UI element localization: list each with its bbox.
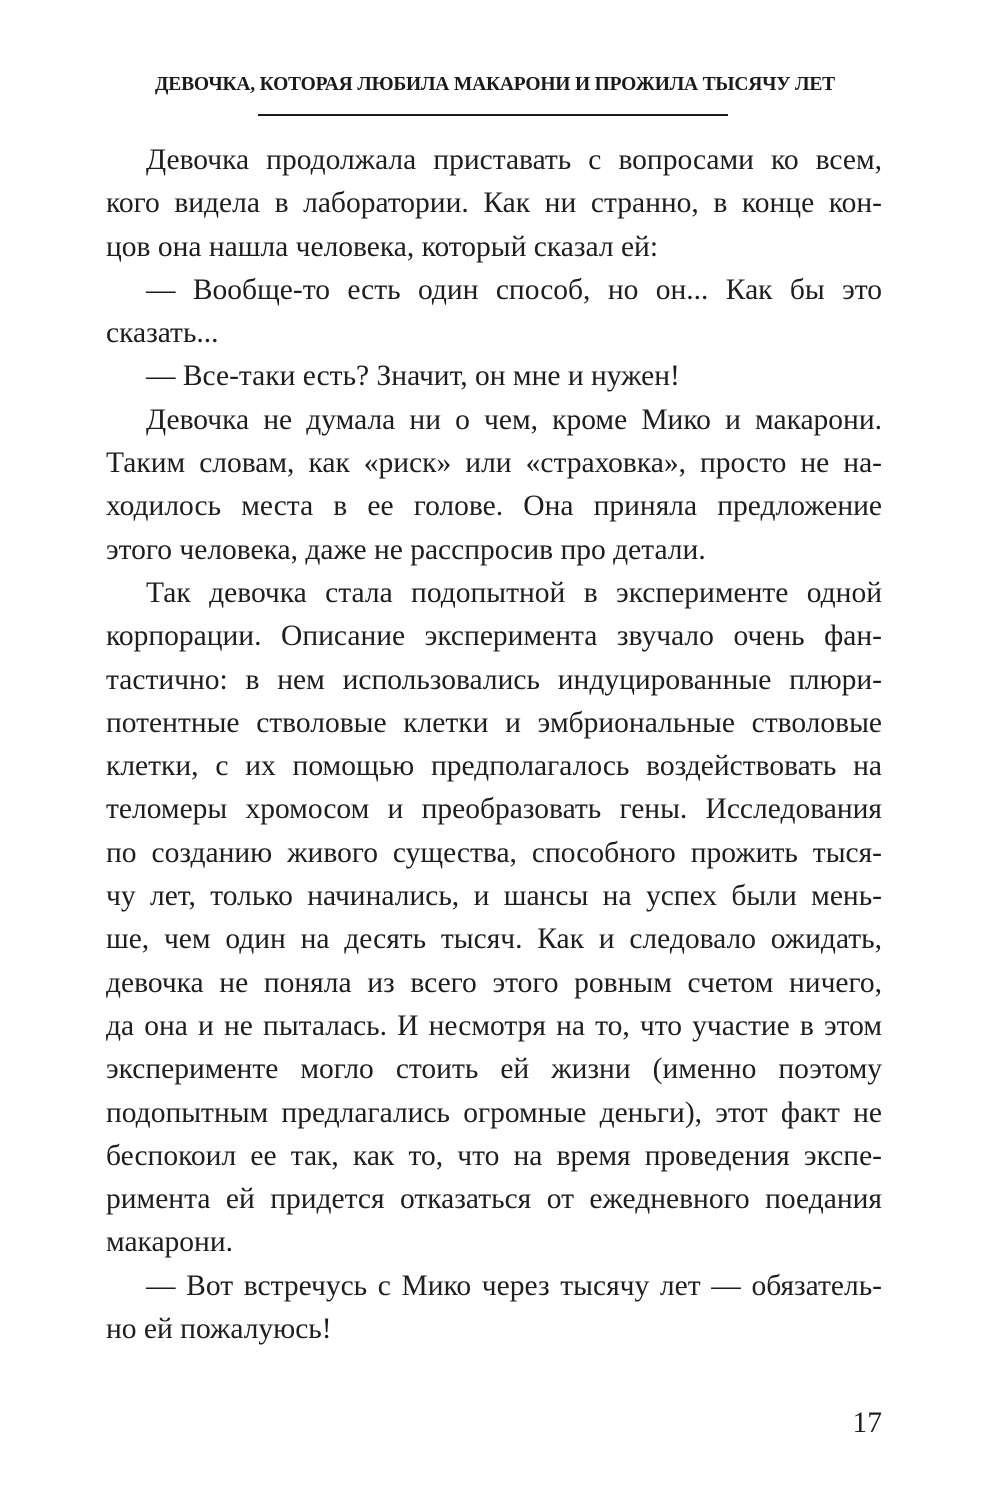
text-line: римента ей придется отказаться от ежедневного поедания — [106, 1183, 882, 1216]
text-line: — Вот встречусь с Мико через тысячу лет — обязатель- — [146, 1269, 882, 1302]
text-line: девочка не поняла из всего этого ровным счетом ничего, — [106, 966, 882, 999]
text-line: да она и не пыталась. И несмотря на то, что участие в этом — [106, 1009, 882, 1042]
text-line: клетки, с их помощью предполагалось воздействовать на — [106, 750, 882, 783]
body-text — [106, 139, 882, 1351]
text-line: эксперименте могло стоить ей жизни (именно поэтому — [106, 1053, 882, 1086]
text-line: Так девочка стала подопытной в эксперименте одной — [146, 576, 882, 609]
text-line: по созданию живого существа, способного прожить тыся- — [106, 836, 882, 869]
text-line: беспокоил ее так, как то, что на время проведения экспе- — [106, 1139, 882, 1172]
text-line: сказать... — [106, 317, 219, 350]
text-line: Девочка не думала ни о чем, кроме Мико и макарони. — [146, 403, 882, 436]
running-header: ДЕВОЧКА, КОТОРАЯ ЛЮБИЛА МАКАРОНИ И ПРОЖИЛА ТЫСЯЧУ ЛЕТ — [155, 74, 835, 95]
text-line: корпорации. Описание эксперимента звучало очень фан- — [106, 620, 882, 653]
text-line: кого видела в лаборатории. Как ни странно, в конце кон- — [106, 187, 882, 220]
text-line: макарони. — [106, 1226, 233, 1259]
text-line: теломеры хромосом и преобразовать гены. Исследования — [106, 793, 882, 826]
page-number: 17 — [852, 1407, 882, 1439]
text-line: чу лет, только начинались, и шансы на успех были мень- — [106, 880, 882, 913]
text-line: — Все-таки есть? Значит, он мне и нужен! — [146, 360, 680, 393]
text-line: потентные стволовые клетки и эмбриональные стволовые — [106, 706, 882, 739]
text-line: этого человека, даже не расспросив про детали. — [106, 533, 706, 566]
text-line: но ей пожалуюсь! — [106, 1313, 332, 1346]
text-line: подопытным предлагались огромные деньги), этот факт не — [106, 1096, 882, 1129]
header-rule — [258, 114, 728, 116]
text-line: Таким словам, как «риск» или «страховка», просто не на- — [106, 447, 882, 480]
text-line: Девочка продолжала приставать с вопросами ко всем, — [146, 144, 882, 176]
text-line: ходилось места в ее голове. Она приняла предложение — [106, 490, 882, 523]
text-line: цов она нашла человека, который сказал ей: — [106, 230, 659, 263]
text-line: тастично: в нем использовались индуцированные плюри- — [106, 663, 882, 696]
text-line: ше, чем один на десять тысяч. Как и следовало ожидать, — [106, 923, 882, 956]
text-line: — Вообще-то есть один способ, но он... Как бы это — [146, 273, 882, 306]
